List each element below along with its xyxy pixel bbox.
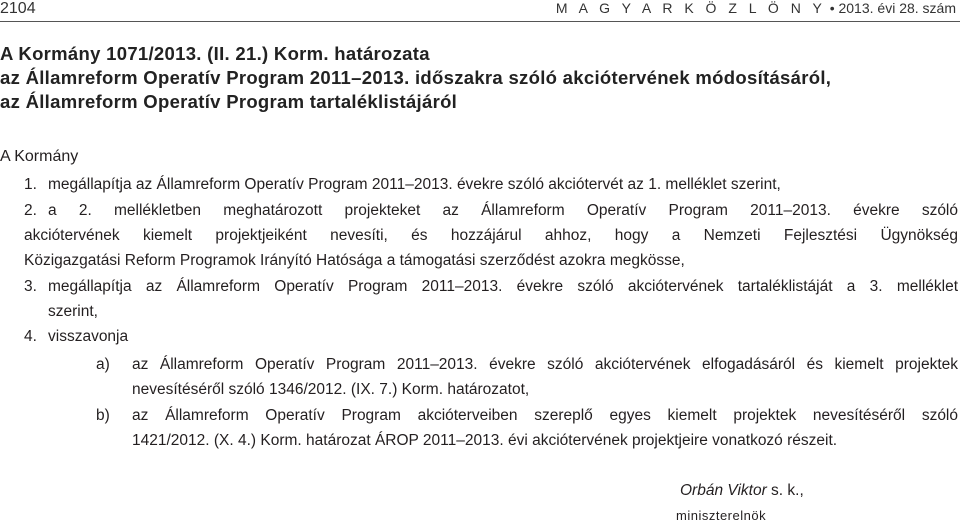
item-number: 3. [24,278,37,295]
title-line: az Államreform Operatív Program tartaléklistájáról [0,91,458,112]
title-line: az Államreform Operatív Program 2011–2013. időszakra szóló akciótervének módosításáról, [0,67,832,88]
item-text-line: akciótervének kiemelt projektjeiként nevesíti, és hozzájárul ahhoz, hogy a Nemzeti Fejlesztési Ügynökség [24,227,958,244]
item-text-line: szerint, [48,303,98,320]
page-number: 2104 [0,0,36,17]
item-text-line: megállapítja az Államreform Operatív Program 2011–2013. évekre szóló akciótervének tartaléklistáját a 3. melléklet [48,278,958,295]
signatory-title: miniszterelnök [676,508,767,523]
list-item [24,274,958,324]
item-letter: b) [96,407,110,424]
sub-list-item [96,403,958,453]
item-number: 2. [24,202,37,219]
signature-suffix: s. k., [766,482,804,499]
running-header [556,0,956,16]
signature [680,482,804,500]
item-text-line: az Államreform Operatív Program 2011–2013. évekre szóló akciótervének elfogadásáról és kiemelt projektek [132,356,958,373]
bullet-separator: • [829,0,835,16]
item-text-line: nevesítéséről szóló 1346/2012. (IX. 7.) Korm. határozatot, [132,381,530,398]
item-letter: a) [96,356,110,373]
item-text: visszavonja [48,328,129,345]
header-divider [0,21,960,22]
item-text-line: Közigazgatási Reform Programok Irányító Hatósága a támogatási szerződést azokra megkösse, [24,252,685,269]
item-number: 4. [24,328,37,345]
item-text-line: 1421/2012. (X. 4.) Korm. határozat ÁROP 2011–2013. évi akciótervének projektjeire vonatkozó részeit. [132,432,838,449]
item-number: 1. [24,176,37,193]
signatory-name: Orbán Viktor [680,482,767,499]
item-text-line: az Államreform Operatív Program akcióterveiben szereplő egyes kiemelt projektek nevesítéséről szóló [132,407,958,424]
item-text-line: a 2. mellékletben meghatározott projekteket az Államreform Operatív Program 2011–2013. évekre szóló [48,202,958,219]
sub-list-item [96,352,958,402]
title-line: A Kormány 1071/2013. (II. 21.) Korm. határozata [0,43,430,64]
intro-text: A Kormány [0,148,79,165]
gazette-name: M A G Y A R K Ö Z L Ö N Y [555,0,826,16]
list-item [24,198,958,273]
item-text: megállapítja az Államreform Operatív Program 2011–2013. évekre szóló akciótervét az 1. melléklet szerint, [48,176,781,193]
issue-number: 2013. évi 28. szám [838,0,956,16]
resolution-title [0,42,940,114]
